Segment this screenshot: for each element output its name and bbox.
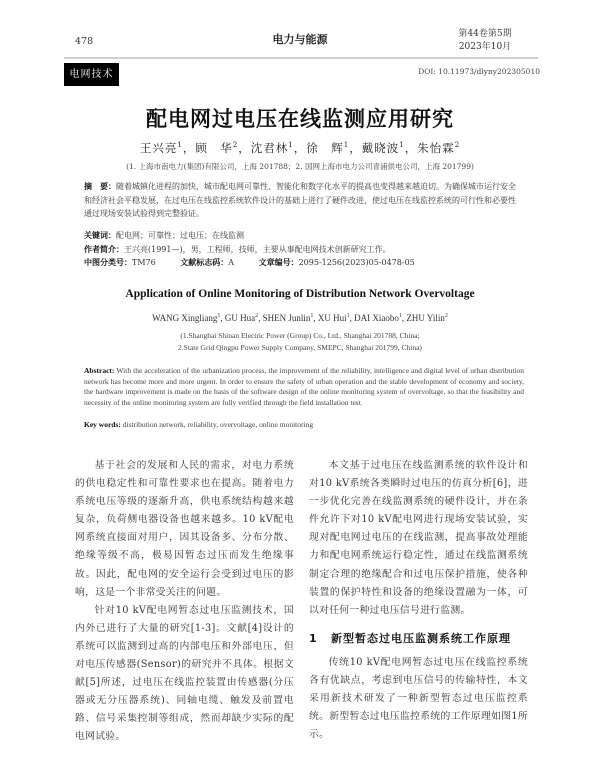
issue-date: 2023年10月 (458, 42, 512, 52)
paragraph: 针对10 kV配电网暂态过电压监测技术，国内外已进行了大量的研究[1-3]。文献[4]设计的系统可以监测到过高的内部电压和外部电压，但对电压传感器(Sensor)的研究并不具体。根据文献[5]所述，过电压在线监控装置由传感器(分压器或无分压器系统)、同轴电缆、触发及前置电路、信号采集控制等组成，然而却缺少实际的配电网试验。 (75, 604, 294, 743)
body-column-left (75, 457, 294, 747)
title-en: Application of Online Monitoring of Distribution Network Overvoltage (125, 288, 475, 300)
classification: 中图分类号：TM76 文献标志码：A 文章编号：2095-1256(2023)05-0478-05 (84, 258, 415, 267)
author: 徐 辉$^1$ (306, 141, 350, 155)
author: ZHU Yilin$^2$ (406, 313, 448, 323)
keywords-en: Key words: distribution network, reliability, overvoltage, online monitoring (84, 420, 314, 429)
paragraph: 基于社会的发展和人民的需求，对电力系统的供电稳定性和可靠性要求也在提高。随着电力系统电压等级的逐渐升高，供电系统结构越来越复杂，负荷侧电器设备也越来越多。10 kV配电网系统直接面对用户，因其设备多、分布分散、绝缘等级不高，极易因暂态过压而发生绝缘事故。因此，配电网的安全运行会受到过电压的影响，这是一个非常受关注的问题。 (75, 460, 294, 598)
meta-cn (84, 229, 518, 270)
author: 沈君林$^1$ (250, 141, 294, 155)
keywords-cn: 关键词：配电网；可靠性；过电压；在线监测 (84, 231, 244, 240)
section-tag: 电网技术 (64, 63, 119, 86)
clc-number: TM76 (132, 258, 156, 267)
title-cn: 配电网过电压在线监测应用研究 (146, 106, 454, 131)
abstract-en-text: With the acceleration of the urbanization process, the improvement of the reliability, intelligence and digital level of urban distribution network has become more and more urgent. In order to ensure the safety of urban operation and the stable development of economy and society, the hardware improvement is made on the basis of the software design of the online monitoring system of overvoltage, so that the feasibility and necessity of the online monitoring system are fully verified through the field installation test. (84, 366, 524, 407)
page-number: 478 (75, 36, 94, 47)
paragraph: 本文基于过电压在线监测系统的软件设计和对10 kV系统各类瞬时过电压的仿真分析[6]，进一步优化完善在线监测系统的硬件设计，并在条件允许下对10 kV配电网进行现场安装试验，实现对配电网过电压的在线监测，提高事故处理能力和配电网系统运行稳定性，通过在线监测系统制定合理的绝缘配合和过电压保护措施，使各种装置的保护特性和设备的绝缘设置融为一体，可以对任何一种过电压信号进行监测。 (309, 460, 528, 616)
header-rule (64, 57, 538, 59)
author: GU Hua$^2$ (224, 313, 259, 323)
author: 顾 华$^2$ (195, 141, 239, 155)
author-bio: 作者简介：王兴亮(1991—)，男，工程师，技师，主要从事配电网技术创新研究工作。 (84, 244, 391, 254)
paragraph: 传统10 kV配电网暂态过电压在线监控系统各有优缺点，考虑到电压信号的传输特性，本文采用新技术研发了一种新型暂态过电压监控系统。新型暂态过电压监控系统的工作原理如图1所示。 (309, 656, 528, 741)
authors-cn: 王兴亮$^1$，顾 华$^2$，沈君林$^1$，徐 辉$^1$，戴晓波$^1$，朱怡霖$^2$ (139, 141, 461, 155)
author: XU Hui$^1$ (317, 313, 350, 323)
section-heading: 1 新型暂态过电压监测系统工作原理 (309, 631, 511, 645)
abstract-en-label: Abstract: (84, 366, 115, 375)
doc-code: A (228, 258, 235, 267)
abstract-cn-label: 摘 要： (84, 182, 116, 191)
doi[interactable]: DOI: 10.11973/dlyny202305010 (418, 67, 540, 76)
journal-name: 电力与能源 (272, 33, 328, 46)
issue-info (430, 28, 540, 54)
affiliation-en: (1.Shanghai Shinan Electric Power (Group) Co., Ltd., Shanghai 201788, China; 2.State Grid Qingpu Power Supply Company, SMEPC, Shanghai 201799, China) (178, 331, 422, 352)
author: 王兴亮$^1$ (139, 141, 183, 155)
author: DAI Xiaobo$^1$ (354, 313, 402, 323)
author: 戴晓波$^1$ (361, 141, 405, 155)
abstract-cn (84, 180, 518, 221)
body-column-right (309, 457, 528, 744)
author: 朱怡霖$^2$ (417, 141, 461, 155)
volume-issue: 第44卷第5期 (458, 29, 512, 39)
authors-en: WANG Xingliang$^1$, GU Hua$^2$, SHEN Junlin$^1$, XU Hui$^1$, DAI Xiaobo$^1$, ZHU Yilin$^2$ (152, 313, 448, 323)
article-number: 2095-1256(2023)05-0478-05 (298, 258, 415, 267)
author: WANG Xingliang$^1$ (152, 313, 221, 323)
abstract-en (84, 366, 524, 408)
author: SHEN Junlin$^1$ (262, 313, 314, 323)
affiliation-cn: (1. 上海市南电力(集团)有限公司，上海 201788；2. 国网上海市电力公司青浦供电公司，上海 201799) (126, 162, 474, 171)
abstract-cn-text: 随着城镇化进程的加快，城市配电网可靠性、智能化和数字化水平的提高也变得越来越迫切。为确保城市运行安全和经济社会平稳发展，在过电压在线监控系统软件设计的基础上进行了硬件改进，使过电压在线监控系统的可行性和必要性通过现场安装试验得到完整验证。 (84, 182, 516, 218)
